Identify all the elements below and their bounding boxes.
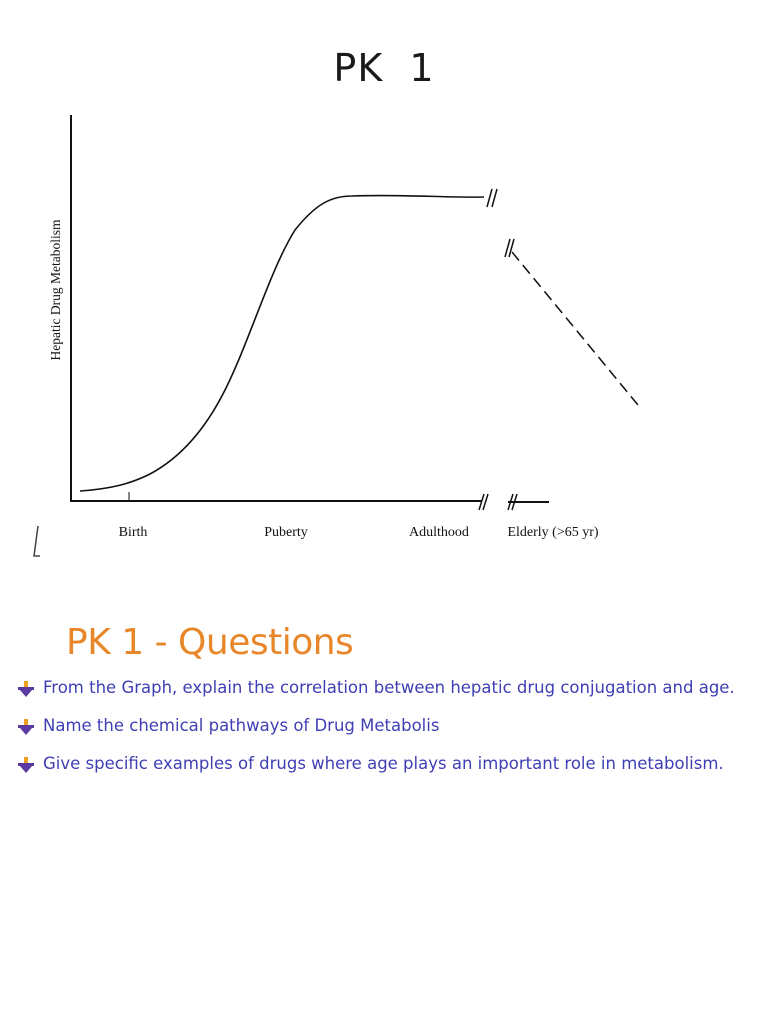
question-text: Name the chemical pathways of Drug Metabolis — [43, 716, 440, 735]
x-label-birth: Birth — [118, 525, 148, 540]
question-item — [18, 752, 742, 776]
questions-list — [18, 676, 742, 790]
x-label-adulthood: Adulthood — [409, 525, 469, 540]
question-item — [18, 676, 742, 700]
arrow-down-bullet-icon — [18, 681, 34, 697]
question-text: Give specific examples of drugs where age plays an important role in metabolism. — [43, 754, 724, 773]
question-text: From the Graph, explain the correlation between hepatic drug conjugation and age. — [43, 678, 735, 697]
metabolism-curve — [80, 195, 484, 491]
question-item — [18, 714, 742, 738]
x-label-puberty: Puberty — [264, 525, 308, 540]
y-axis-label: Hepatic Drug Metabolism — [48, 219, 63, 361]
curve-break-mark — [492, 189, 497, 207]
elderly-decline-line — [512, 252, 638, 405]
curve-break-mark — [487, 189, 492, 207]
age-metabolism-figure — [0, 100, 768, 570]
arrow-down-bullet-icon — [18, 719, 34, 735]
x-label-elderly: Elderly (>65 yr) — [507, 525, 599, 540]
questions-heading: PK 1 - Questions — [66, 622, 354, 663]
slide-title: PK 1 — [333, 46, 435, 90]
arrow-down-bullet-icon — [18, 757, 34, 773]
scan-artifact-bracket — [34, 526, 40, 556]
